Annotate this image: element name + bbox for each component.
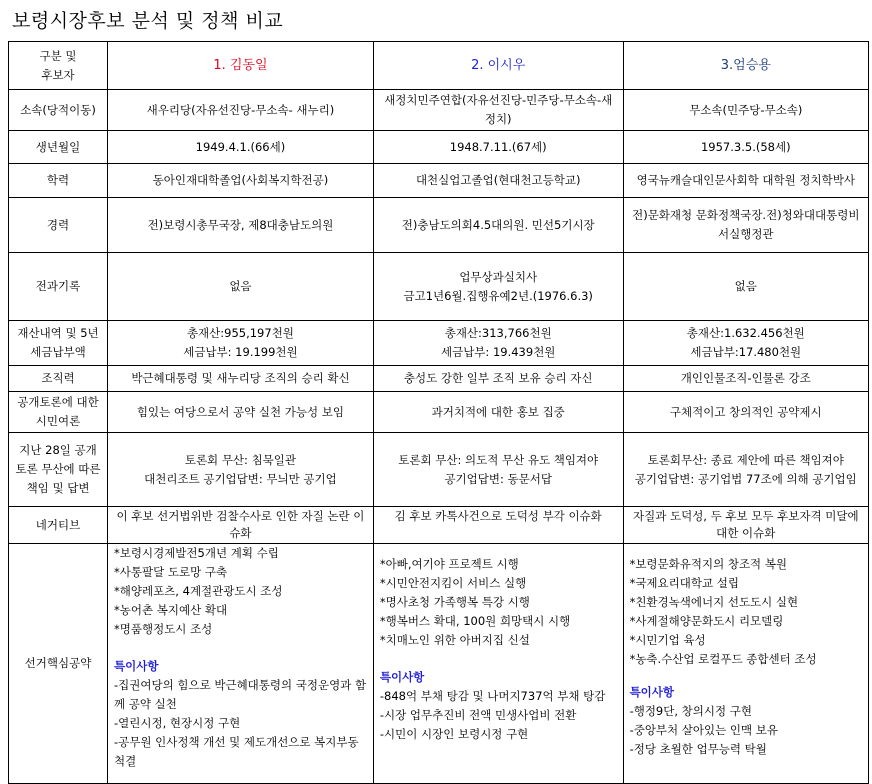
- special-note: -열린시정, 현장시정 구현: [114, 716, 241, 730]
- row-label: 지난 28일 공개토론 무산에 따른 책임 및 답변: [9, 433, 108, 507]
- row-label: 학력: [9, 164, 108, 198]
- pledge-item: *보령시경제발전5개년 계획 수립: [114, 546, 279, 560]
- row-birth: [9, 131, 869, 164]
- cell-negative-1: 이 후보 선거법위반 검찰수사로 인한 자질 논란 이슈화: [108, 507, 374, 544]
- row-pledges: [9, 544, 869, 784]
- row-career: [9, 198, 869, 253]
- pledge-item: *국제요리대학교 설립: [629, 576, 739, 590]
- cell-debate-3: 토론회무산: 종료 제안에 따른 책임져야 공기업답변: 공기업법 77조에 의해 공기업임: [623, 433, 868, 507]
- candidate-1-name: 1. 김동일: [108, 42, 374, 90]
- candidate-3-name: 3.엄승용: [623, 42, 868, 90]
- row-debate: [9, 433, 869, 507]
- pledge-item: *보령문화유적지의 창조적 복원: [629, 557, 788, 571]
- special-note: -시민이 시장인 보령시정 구현: [379, 727, 529, 741]
- cell-pledges-1: [108, 544, 374, 784]
- row-label: 생년월일: [9, 131, 108, 164]
- cell-assets-2: 총재산:313,766천원 세금납부: 19.439천원: [373, 321, 623, 366]
- pledge-item: *행복버스 확대, 100원 희망택시 시행: [379, 614, 571, 628]
- special-note: -시장 업무추진비 전액 민생사업비 전환: [379, 708, 577, 722]
- row-label: 공개토론에 대한 시민여론: [9, 392, 108, 433]
- cell-assets-1: 총재산:955,197천원 세금납부: 19.199천원: [108, 321, 374, 366]
- cell-record-2: 업무상과실치사 금고1년6월.집행유예2년.(1976.6.3): [373, 253, 623, 321]
- row-opinion: [9, 392, 869, 433]
- row-label: 재산내역 및 5년 세금납부액: [9, 321, 108, 366]
- row-negative: [9, 507, 869, 544]
- row-label: 조직력: [9, 366, 108, 392]
- cell-career-1: 전)보령시총무국장, 제8대충남도의원: [108, 198, 374, 253]
- cell-party-2: 새정치민주연합(자유선진당-민주당-무소속-새정치): [373, 90, 623, 131]
- pledge-item: *명사초청 가족행복 특강 시행: [379, 595, 530, 609]
- cell-assets-3: 총재산:1.632.456천원 세금납부:17.480천원: [623, 321, 868, 366]
- cell-debate-1: 토론회 무산: 침묵일관 대천리조트 공기업답변: 무늬만 공기업: [108, 433, 374, 507]
- pledge-item: *아빠,여기야 프로젝트 시행: [379, 557, 519, 571]
- pledge-item: *시민안전지킴이 서비스 실행: [379, 576, 527, 590]
- cell-org-2: 충성도 강한 일부 조직 보유 승리 자신: [373, 366, 623, 392]
- row-assets: [9, 321, 869, 366]
- pledge-item: *사통팔달 도로망 구축: [114, 565, 228, 579]
- row-label: 소속(당적이동): [9, 90, 108, 131]
- row-label: 경력: [9, 198, 108, 253]
- pledge-item: *농축.수산업 로컬푸드 종합센터 조성: [629, 652, 817, 666]
- cell-career-3: 전)문화재청 문화정책국장.전)청와대대통령비서실행정관: [623, 198, 868, 253]
- cell-opinion-1: 힘있는 여당으로서 공약 실천 가능성 보임: [108, 392, 374, 433]
- pledge-item: *사계절해양문화도시 리모델링: [629, 614, 784, 628]
- cell-pledges-3: [623, 544, 868, 784]
- special-notes-heading: 특이사항: [114, 659, 159, 673]
- pledge-item: *치매노인 위한 아버지집 신설: [379, 633, 530, 647]
- pledge-item: *해양레포츠, 4계절관광도시 조성: [114, 584, 283, 598]
- cell-negative-3: 자질과 도덕성, 두 후보 모두 후보자격 미달에 대한 이슈화: [623, 507, 868, 544]
- special-note: -848억 부채 탕감 및 나머지737억 부채 탕감: [379, 689, 606, 703]
- cell-career-2: 전)충남도의회4.5대의원. 민선5기시장: [373, 198, 623, 253]
- header-label: 구분 및 후보자: [9, 42, 108, 90]
- row-edu: [9, 164, 869, 198]
- row-label: 선거핵심공약: [9, 544, 108, 784]
- header-row: [9, 42, 869, 90]
- cell-pledges-2: [373, 544, 623, 784]
- cell-edu-2: 대천실업고졸업(현대천고등학교): [373, 164, 623, 198]
- cell-birth-3: 1957.3.5.(58세): [623, 131, 868, 164]
- pledge-item: *농어촌 복지예산 확대: [114, 603, 228, 617]
- cell-party-1: 새우리당(자유선진당-무소속- 새누리): [108, 90, 374, 131]
- pledge-item: *명품행정도시 조성: [114, 622, 213, 636]
- cell-org-1: 박근혜대통령 및 새누리당 조직의 승리 확신: [108, 366, 374, 392]
- special-notes-heading: 특이사항: [379, 670, 425, 684]
- cell-record-3: 없음: [623, 253, 868, 321]
- row-label: 전과기록: [9, 253, 108, 321]
- cell-birth-1: 1949.4.1.(66세): [108, 131, 374, 164]
- special-note: -중앙부처 살아있는 인맥 보유: [629, 723, 778, 737]
- pledge-item: *친환경녹색에너지 선도도시 실현: [629, 595, 799, 609]
- row-label: 네거티브: [9, 507, 108, 544]
- special-note: -행정9단, 창의시정 구현: [629, 704, 752, 718]
- row-record: [9, 253, 869, 321]
- pledge-item: *시민기업 육성: [629, 633, 706, 647]
- cell-debate-2: 토론회 무산: 의도적 무산 유도 책임져야 공기업답변: 동문서답: [373, 433, 623, 507]
- cell-opinion-2: 과거치적에 대한 홍보 집중: [373, 392, 623, 433]
- cell-edu-1: 동아인재대학졸업(사회복지학전공): [108, 164, 374, 198]
- cell-birth-2: 1948.7.11.(67세): [373, 131, 623, 164]
- page-title: 보령시장후보 분석 및 정책 비교: [12, 10, 284, 32]
- special-note: -공무원 인사정책 개선 및 제도개선으로 복지부동 척결: [114, 735, 359, 768]
- comparison-table: [8, 41, 869, 784]
- cell-party-3: 무소속(민주당-무소속): [623, 90, 868, 131]
- cell-edu-3: 영국뉴캐슬대인문사회학 대학원 정치학박사: [623, 164, 868, 198]
- row-org: [9, 366, 869, 392]
- cell-opinion-3: 구체적이고 창의적인 공약제시: [623, 392, 868, 433]
- candidate-2-name: 2. 이시우: [373, 42, 623, 90]
- cell-org-3: 개인인물조직-인물론 강조: [623, 366, 868, 392]
- special-notes-heading: 특이사항: [629, 685, 674, 699]
- special-note: -정당 초월한 업무능력 탁월: [629, 742, 767, 756]
- row-party: [9, 90, 869, 131]
- special-note: -집권여당의 힘으로 박근혜대통령의 국정운영과 함께 공약 실천: [114, 678, 367, 711]
- cell-negative-2: 김 후보 카톡사건으로 도덕성 부각 이슈화: [373, 507, 623, 544]
- cell-record-1: 없음: [108, 253, 374, 321]
